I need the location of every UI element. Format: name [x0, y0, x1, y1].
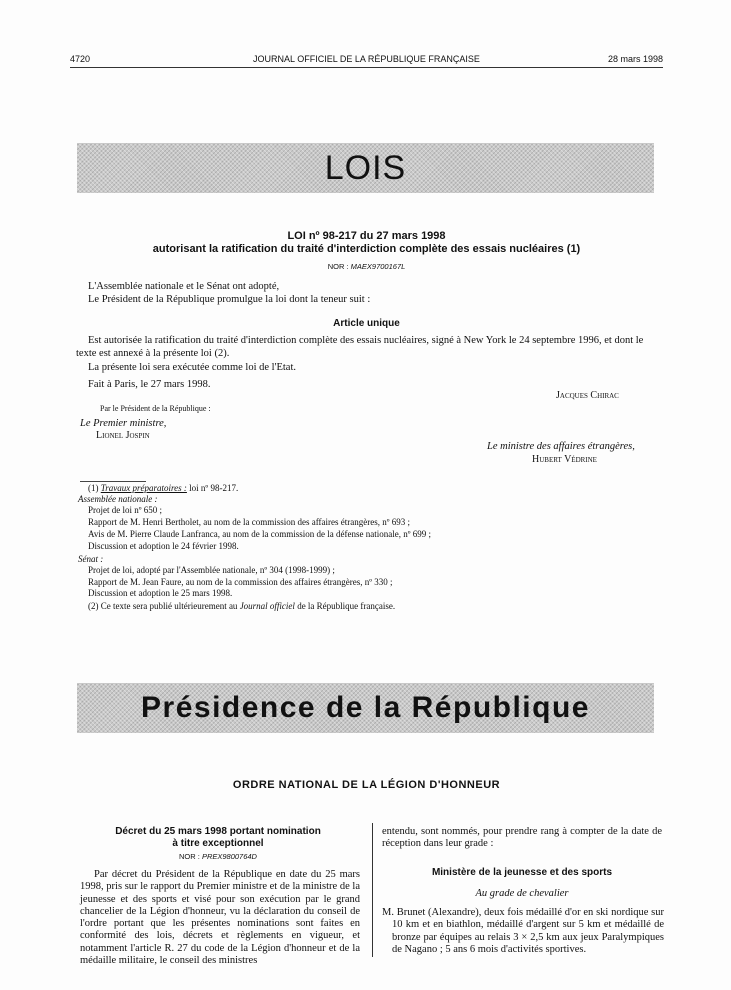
- decret-text: Par décret du Président de la République en date du 25 mars 1998, pris sur le rapport du Premier ministre et de la ministre de la jeunesse et des sports et visé pour son exécution par le grand chancelier de la Légion d'honneur, vu la déclaration du conseil de l'ordre portant que les présentes nominations sont faites en conformité des lois, décrets et règlements en vigueur, et notamment l'article R. 27 du code de la Légion d'honneur et de la médaille militaire, le conseil des ministres: [80, 869, 360, 967]
- law-nor: [70, 262, 663, 271]
- assemblee-item: Avis de M. Pierre Claude Lanfranca, au nom de la commission de la défense nationale, nº 699 ;: [88, 529, 432, 539]
- premier-ministre-name: Lionel Jospin: [96, 430, 150, 441]
- nor-code: PREX9800764D: [201, 852, 257, 861]
- page-header: [70, 54, 663, 68]
- footnote-rule: [80, 481, 146, 482]
- lois-banner: [77, 143, 654, 193]
- assemblee-heading: Assemblée nationale :: [78, 494, 158, 504]
- senat-item: Discussion et adoption le 25 mars 1998.: [88, 588, 233, 598]
- footnote-1-label: Travaux préparatoires :: [100, 483, 187, 493]
- footnote-2-journal: Journal officiel: [239, 601, 295, 611]
- nominee-entry: M. Brunet (Alexandre), deux fois médaillé d'or en ski nordique sur 10 km et en biathlon, médaillé d'argent sur 5 km et médaillé de bronze par équipes au relais 3 × 2,5 km aux jeux Paralympiques de Nagano ; 5 ans 6 mois d'activités sportives.: [382, 907, 664, 955]
- senat-item: Rapport de M. Jean Faure, au nom de la commission des affaires étrangères, nº 330 ;: [88, 577, 393, 587]
- decret-continuation: entendu, sont nommés, pour prendre rang à compter de la date de réception dans leur grade :: [382, 826, 662, 850]
- nor-code: MAEX9700167L: [350, 262, 406, 271]
- footnote-2-suffix: de la République française.: [297, 601, 396, 611]
- decret-title-line-2: à titre exceptionnel: [172, 838, 264, 849]
- article-text: Est autorisée la ratification du traité d'interdiction complète des essais nucléaires, signé à New York le 24 septembre 1996, et dont le texte est annexé à la présente loi (2).: [76, 335, 644, 359]
- footnote-1-text: loi nº 98-217.: [189, 483, 239, 493]
- grade-heading: Au grade de chevalier: [475, 888, 569, 899]
- nor-label: NOR :: [179, 852, 200, 861]
- premier-ministre-title: Le Premier ministre,: [80, 418, 167, 429]
- footnote-1: [88, 483, 238, 494]
- presidence-banner-title: Présidence de la République: [141, 691, 590, 724]
- ministre-title: Le ministre des affaires étrangères,: [487, 441, 635, 452]
- assemblee-item: Discussion et adoption le 24 février 1998.: [88, 541, 239, 551]
- issue-date: 28 mars 1998: [607, 54, 663, 64]
- decret-nor: [76, 852, 360, 861]
- footnote-2-prefix: (2) Ce texte sera publié ultérieurement au: [88, 601, 238, 611]
- column-rule: [372, 823, 373, 957]
- senat-heading: Sénat :: [78, 554, 104, 564]
- senat-item: Projet de loi, adopté par l'Assemblée nationale, nº 304 (1998-1999) ;: [88, 565, 335, 575]
- page-number: 4720: [70, 54, 91, 64]
- law-subtitle: autorisant la ratification du traité d'interdiction complète des essais nucléaires (1): [152, 243, 581, 255]
- decret-title-line-1: Décret du 25 mars 1998 portant nomination: [115, 826, 321, 837]
- journal-title: JOURNAL OFFICIEL DE LA RÉPUBLIQUE FRANÇAISE: [253, 54, 480, 64]
- ministre-name: Hubert Védrine: [532, 454, 597, 465]
- ministere-heading: Ministère de la jeunesse et des sports: [431, 867, 613, 878]
- assemblee-item: Rapport de M. Henri Bertholet, au nom de la commission des affaires étrangères, nº 693 ;: [88, 517, 411, 527]
- assemblee-item: Projet de loi nº 650 ;: [88, 505, 163, 515]
- par-le-president: Par le Président de la République :: [100, 404, 211, 413]
- law-title: LOI nº 98-217 du 27 mars 1998: [287, 230, 446, 242]
- footnote-1-prefix: (1): [88, 483, 99, 493]
- article-heading: Article unique: [333, 318, 400, 329]
- nor-label: NOR :: [327, 262, 349, 271]
- ordre-heading: ORDRE NATIONAL DE LA LÉGION D'HONNEUR: [232, 779, 501, 791]
- preamble-adopted: L'Assemblée nationale et le Sénat ont adopté,: [88, 281, 280, 292]
- fait-a-paris: Fait à Paris, le 27 mars 1998.: [88, 379, 211, 390]
- signatory-president: Jacques Chirac: [556, 390, 619, 401]
- footnote-2: [88, 601, 395, 612]
- preamble-promulgation: Le Président de la République promulgue la loi dont la teneur suit :: [88, 294, 371, 305]
- lois-banner-title: LOIS: [324, 148, 407, 187]
- presidence-banner: [77, 683, 654, 733]
- header-rule: [70, 67, 663, 68]
- execution-text: La présente loi sera exécutée comme loi de l'Etat.: [88, 362, 297, 373]
